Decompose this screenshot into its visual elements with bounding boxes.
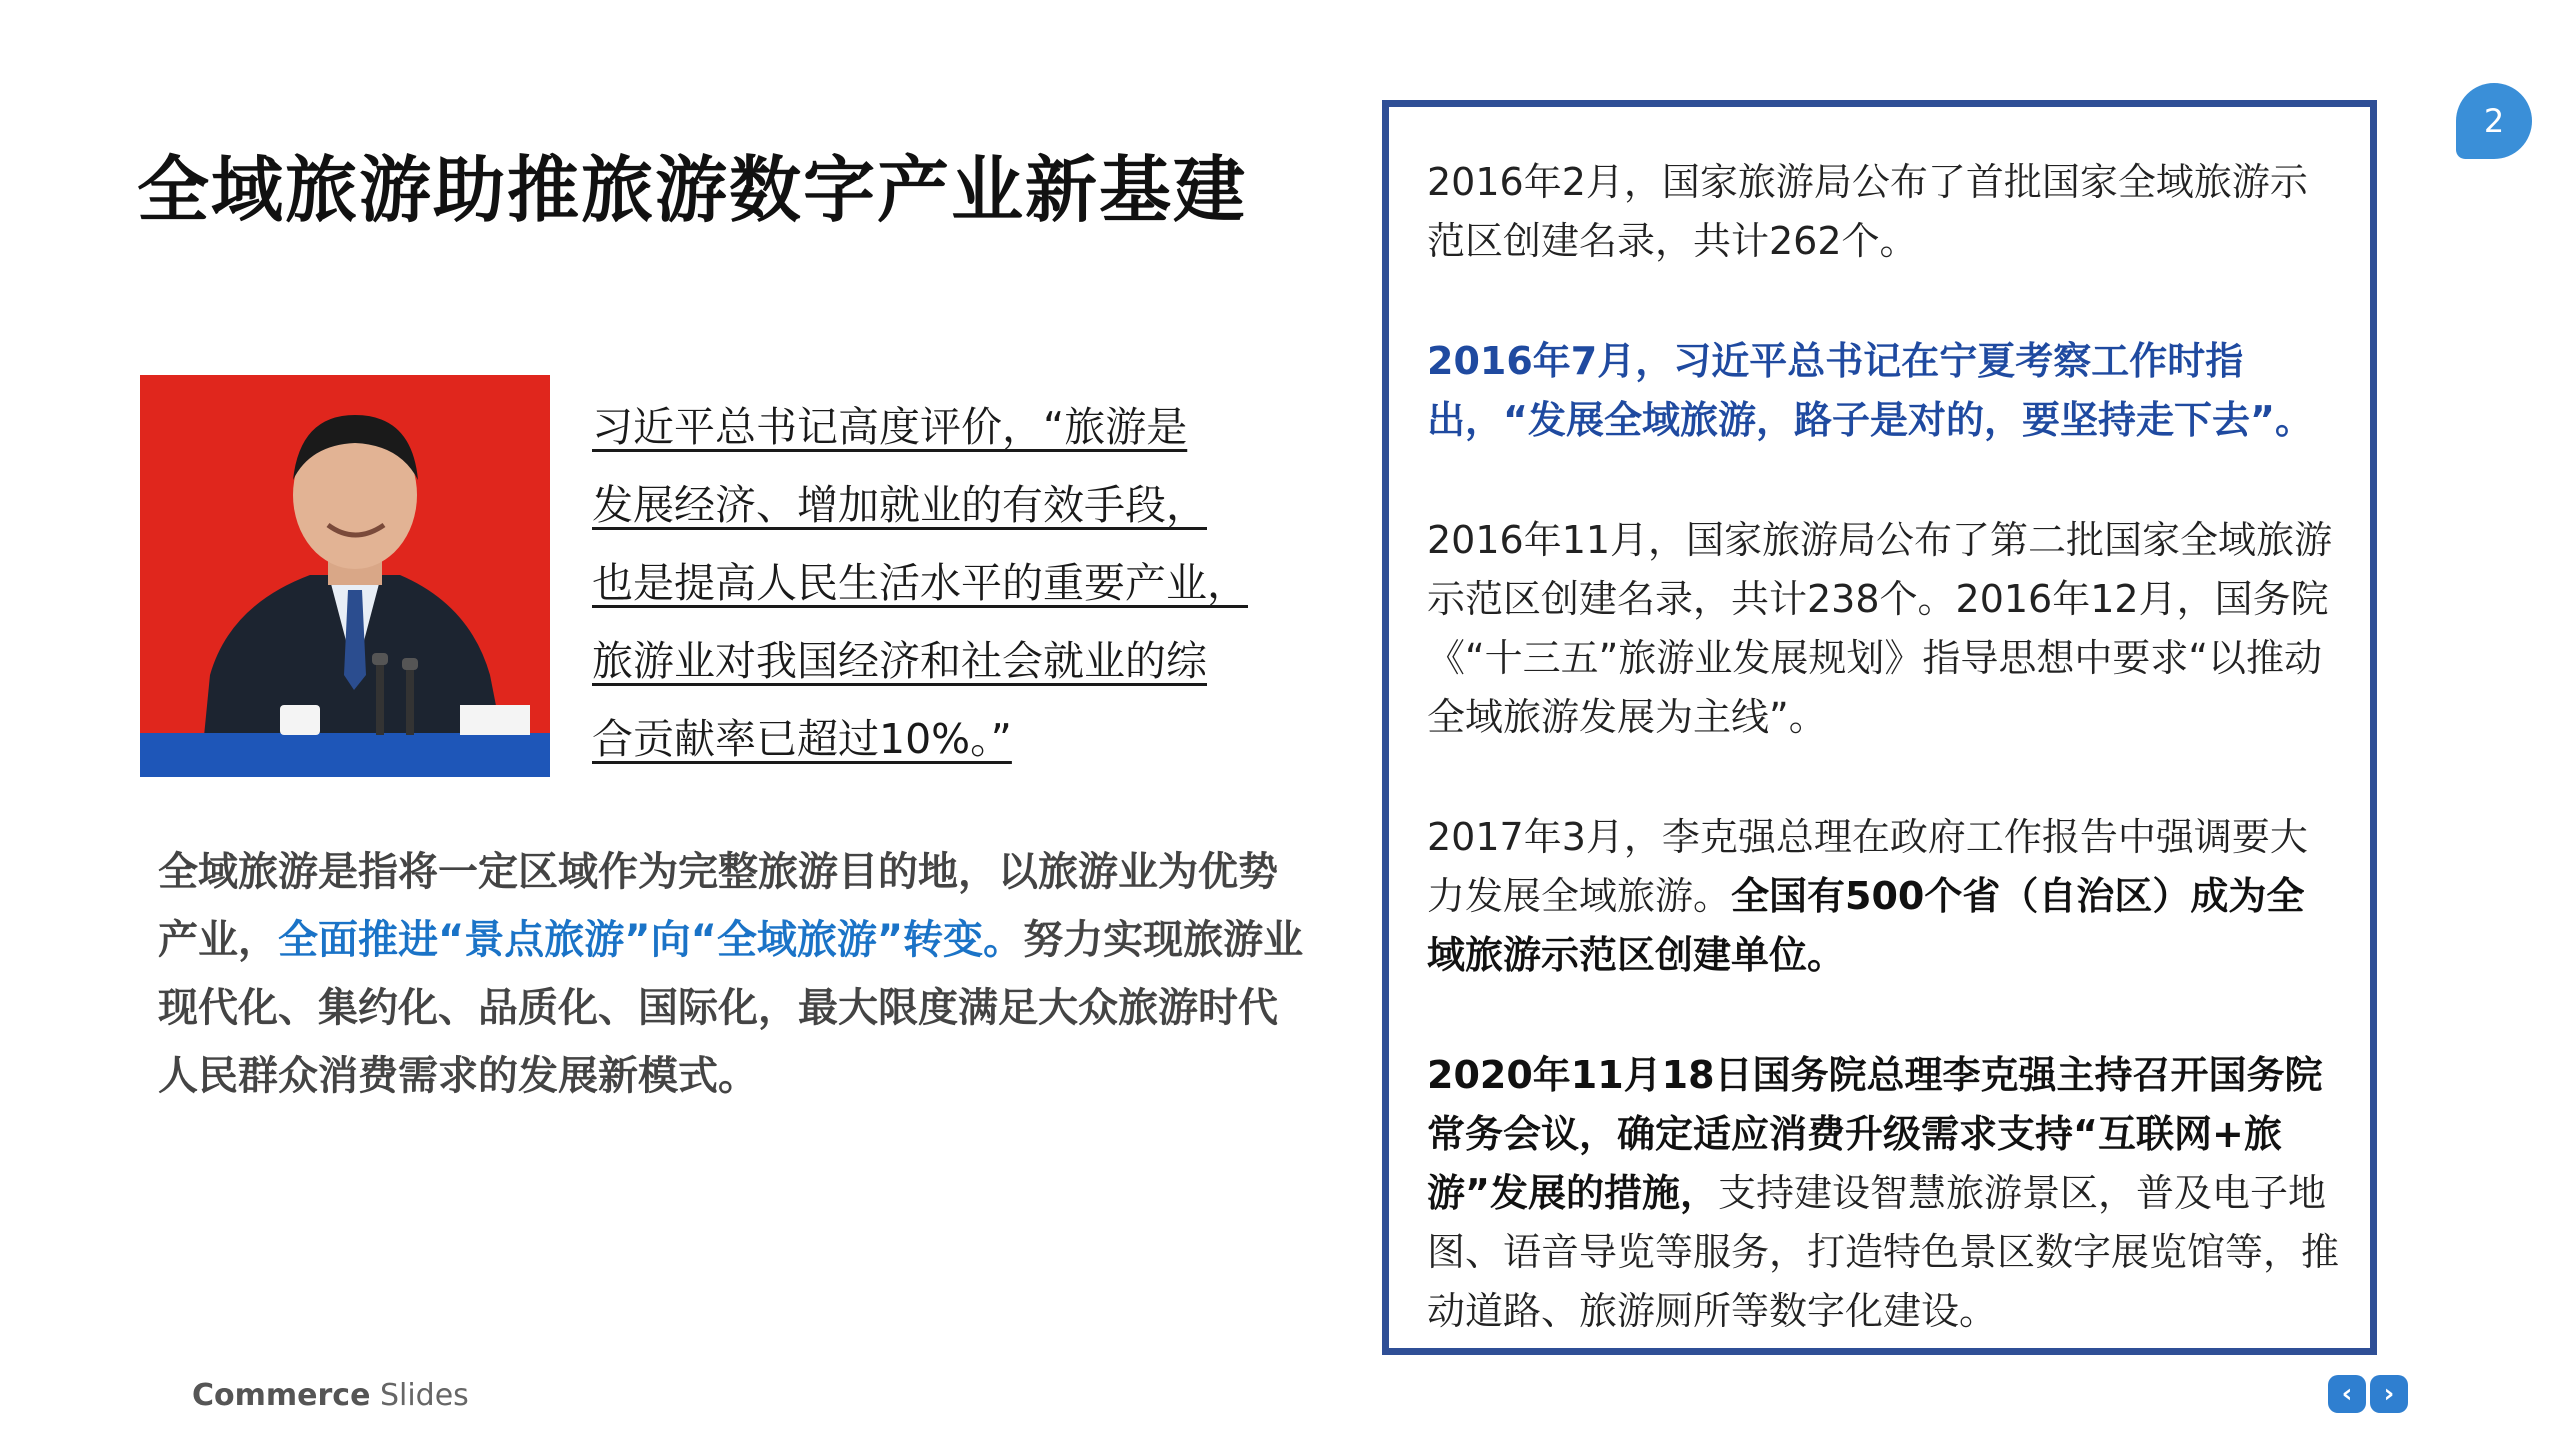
quote-line: 习近平总书记高度评价，“旅游是 — [592, 403, 1188, 451]
timeline-entry — [1427, 332, 2340, 450]
brand-light: Slides — [370, 1378, 469, 1413]
timeline-entry-bold: 2020年11月18日国务院总理李克强主持召开国务院常务会议，确定适应消费升级需求支持“互联网+旅游”发展的措施， — [1427, 1053, 2323, 1215]
brand-bold: Commerce — [192, 1378, 371, 1413]
slide-title: 全域旅游助推旅游数字产业新基建 — [137, 148, 1248, 232]
definition-paragraph — [158, 838, 1308, 1110]
page-number-badge: 2 — [2456, 83, 2532, 159]
timeline-entry: 2016年11月，国家旅游局公布了第二批国家全域旅游示范区创建名录，共计238个。2016年12月，国务院《“十三五”旅游业发展规划》指导思想中要求“以推动全域旅游发展为主线”。 — [1427, 518, 2333, 739]
timeline-entry: 2016年2月，国家旅游局公布了首批国家全域旅游示范区创建名录，共计262个。 — [1427, 160, 2308, 263]
chevron-right-icon: › — [2383, 1379, 2395, 1409]
brand-footer — [192, 1378, 469, 1413]
quote-block — [592, 388, 1312, 778]
timeline-entry-text: 支持建设智慧旅游景区，普及电子地图、语音导览等服务，打造特色景区数字展览馆等，推动道路、旅游厕所等数字化建设。 — [1427, 1171, 2340, 1333]
quote-line: 合贡献率已超过10%。” — [592, 715, 1012, 763]
paragraph-highlight: 全面推进“景点旅游”向“全域旅游”转变。 — [278, 917, 1024, 963]
timeline-entry-text: 2017年3月，李克强总理在政府工作报告中强调要大力发展全域旅游。 — [1427, 815, 2308, 918]
quote-line: 也是提高人民生活水平的重要产业， — [592, 559, 1248, 607]
portrait-photo — [140, 375, 550, 777]
timeline-entry — [1427, 808, 2340, 985]
timeline-entry — [1427, 1046, 2340, 1341]
timeline-entry-highlight: 2016年7月，习近平总书记在宁夏考察工作时指出，“发展全域旅游，路子是对的，要坚持走下去”。 — [1427, 339, 2313, 442]
paragraph-text: 全域旅游是指将一定区域作为完整旅游目的地，以旅游业为优势产业， — [158, 849, 1278, 963]
paragraph-text-2: 努力实现旅游业现代化、集约化、品质化、国际化，最大限度满足大众旅游时代人民群众消费需求的发展新模式。 — [158, 917, 1304, 1099]
timeline-entry-bold: 全国有500个省（自治区）成为全域旅游示范区创建单位。 — [1427, 874, 2305, 977]
quote-line: 旅游业对我国经济和社会就业的综 — [592, 637, 1207, 685]
quote-line: 发展经济、增加就业的有效手段， — [592, 481, 1207, 529]
chevron-left-icon: ‹ — [2341, 1379, 2353, 1409]
timeline-panel — [1382, 100, 2377, 1355]
prev-slide-button[interactable] — [2328, 1375, 2366, 1413]
next-slide-button[interactable] — [2370, 1375, 2408, 1413]
